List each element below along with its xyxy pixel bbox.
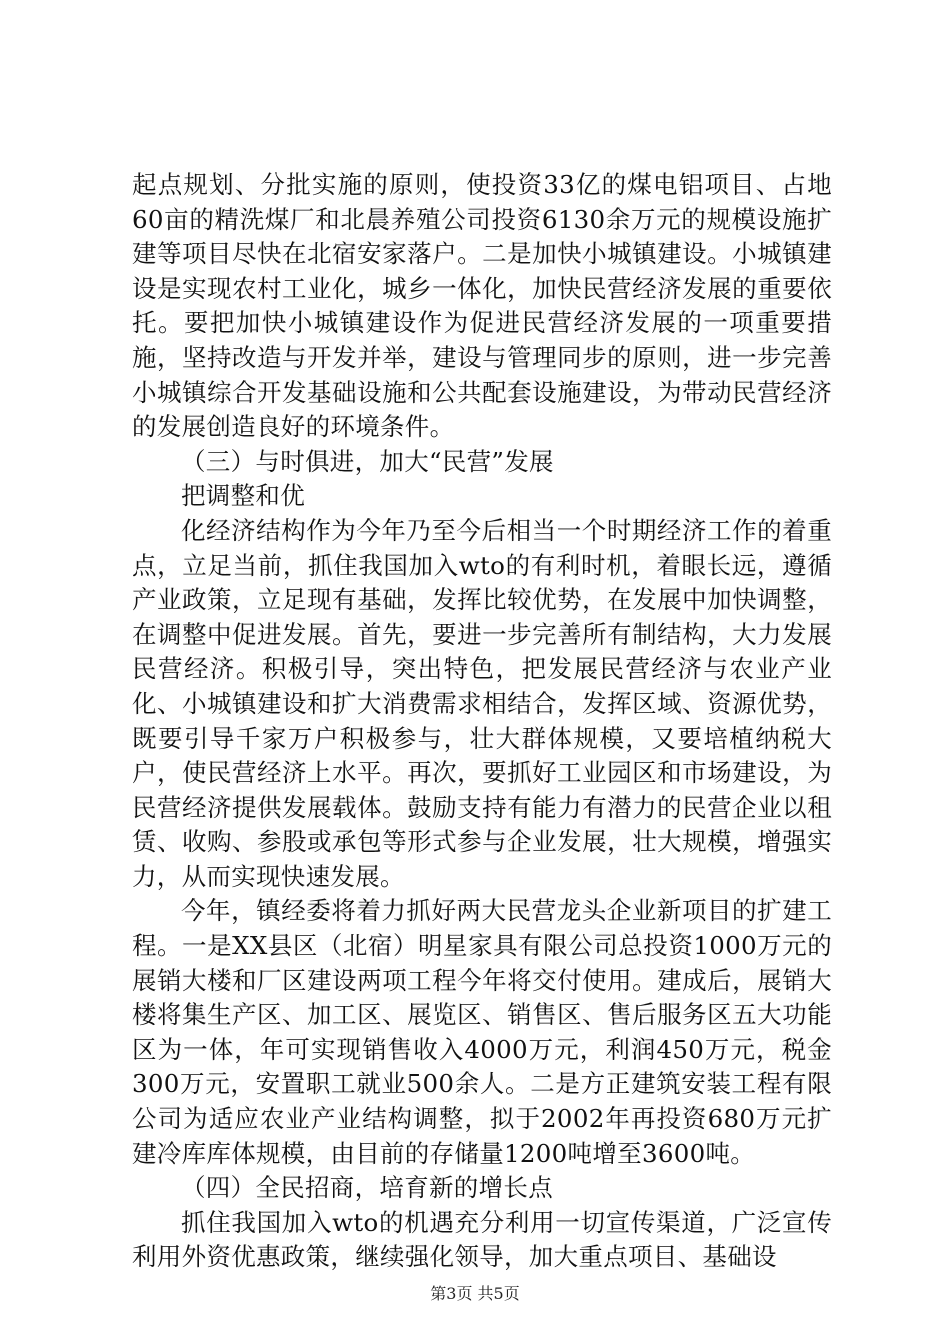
paragraph-expansion-projects: 今年，镇经委将着力抓好两大民营龙头企业新项目的扩建工程。一是XX县区（北宿）明星家具有限公司总投资1000万元的展销大楼和厂区建设两项工程今年将交付使用。建成后，展销大楼将集生产区、加工区、展览区、销售区、售后服务区五大功能区为一体，年可实现销售收入4000万元，利润450万元，税金300万元，安置职工就业500余人。二是方正建筑安装工程有限公司为适应农业产业结构调整，拟于2002年再投资680万元扩建冷库库体规模，由目前的存储量1200吨增至3600吨。	[132, 896, 832, 1168]
page-number-footer: 第3页 共5页	[430, 1284, 520, 1303]
section-heading-three: （三）与时俱进，加大“民营”发展	[181, 446, 554, 476]
paragraph-investment-promotion: 抓住我国加入wto的机遇充分利用一切宣传渠道，广泛宣传利用外资优惠政策，继续强化领导，加大重点项目、基础设	[132, 1207, 832, 1272]
document-body	[132, 168, 832, 1275]
paragraph-fragment: 把调整和优	[181, 481, 305, 511]
paragraph-projects-and-town-construction: 起点规划、分批实施的原则，使投资33亿的煤电铝项目、占地60亩的精洗煤厂和北晨养殖公司投资6130余万元的规模设施扩建等项目尽快在北宿安家落户。二是加快小城镇建设。小城镇建设是实现农村工业化，城乡一体化，加快民营经济发展的重要依托。要把加快小城镇建设作为促进民营经济发展的一项重要措施，坚持改造与开发并举，建设与管理同步的原则，进一步完善小城镇综合开发基础设施和公共配套设施建设，为带动民营经济的发展创造良好的环境条件。	[132, 170, 832, 442]
section-heading-four: （四）全民招商，培育新的增长点	[181, 1173, 553, 1203]
paragraph-economic-structure: 化经济结构作为今年乃至今后相当一个时期经济工作的着重点，立足当前，抓住我国加入wto的有利时机，着眼长远，遵循产业政策，立足现有基础，发挥比较优势，在发展中加快调整，在调整中促进发展。首先，要进一步完善所有制结构，大力发展民营经济。积极引导，突出特色，把发展民营经济与农业产业化、小城镇建设和扩大消费需求相结合，发挥区域、资源优势，既要引导千家万户积极参与，壮大群体规模，又要培植纳税大户，使民营经济上水平。再次，要抓好工业园区和市场建设，为民营经济提供发展载体。鼓励支持有能力有潜力的民营企业以租赁、收购、参股或承包等形式参与企业发展，壮大规模，增强实力，从而实现快速发展。	[132, 515, 832, 891]
